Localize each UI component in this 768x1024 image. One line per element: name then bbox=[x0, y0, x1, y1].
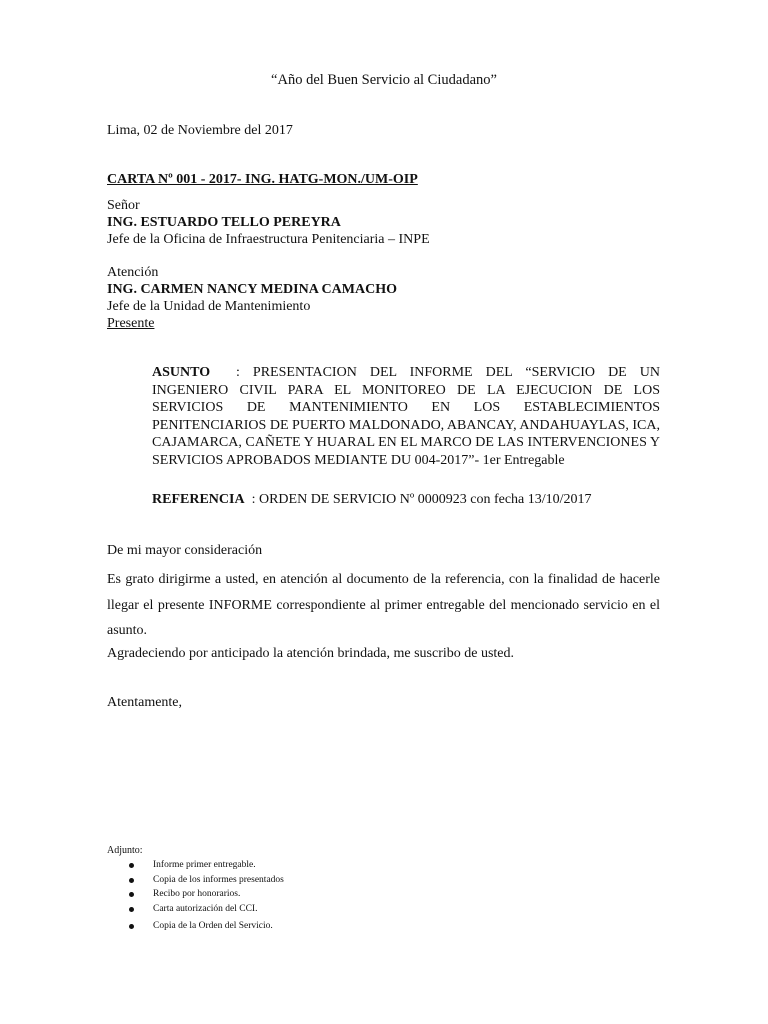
asunto-text: : PRESENTACION DEL INFORME DEL “SERVICIO DE UN INGENIERO CIVIL PARA EL MONITOREO DE LA EJECUCION DE LOS SERVICIOS DE MANTENIMIENTO EN LOS ESTABLECIMIENTOS PENITENCIARIOS DE PUERTO MALDONADO, ABANCAY, ANDAHUAYLAS, ICA, CAJAMARCA, CAÑETE Y HUARAL EN EL MARCO DE LAS INTERVENCIONES Y SERVICIOS APROBADOS MEDIANTE DU 004-2017”- 1er Entregable bbox=[152, 365, 660, 468]
letter-reference-number: CARTA Nº 001 - 2017- ING. HATG-MON./UM-OIP bbox=[107, 172, 418, 187]
adjunto-label: Adjunto: bbox=[107, 845, 143, 856]
list-item: Copia de los informes presentados bbox=[126, 873, 284, 888]
thanks-line: Agradeciendo por anticipado la atención brindada, me suscribo de usted. bbox=[107, 646, 515, 661]
list-item: Copia de la Orden del Servicio. bbox=[126, 919, 284, 934]
attention-name: ING. CARMEN NANCY MEDINA CAMACHO bbox=[107, 282, 397, 297]
greeting: De mi mayor consideración bbox=[107, 543, 263, 558]
referencia-text: : ORDEN DE SERVICIO Nº 0000923 con fecha 13/10/2017 bbox=[251, 492, 592, 507]
list-item: Recibo por honorarios. bbox=[126, 887, 284, 902]
bullet-icon bbox=[129, 892, 134, 897]
recipient-salutation: Señor bbox=[107, 198, 140, 213]
bullet-icon bbox=[129, 863, 134, 868]
presente-label: Presente bbox=[107, 316, 155, 331]
adjunto-list bbox=[126, 858, 284, 934]
referencia-label: REFERENCIA bbox=[152, 492, 245, 507]
closing: Atentamente, bbox=[107, 695, 183, 710]
asunto-label: ASUNTO bbox=[152, 365, 211, 380]
asunto-section bbox=[152, 364, 660, 469]
bullet-icon bbox=[129, 924, 134, 929]
body-paragraph: Es grato dirigirme a usted, en atención al documento de la referencia, con la finalidad de hacerle llegar el presente INFORME correspondiente al primer entregable del mencionado servicio en el asunto. bbox=[107, 572, 660, 638]
motto-header: “Año del Buen Servicio al Ciudadano” bbox=[271, 72, 497, 88]
bullet-icon bbox=[129, 907, 134, 912]
attention-position: Jefe de la Unidad de Mantenimiento bbox=[107, 299, 311, 314]
recipient-name: ING. ESTUARDO TELLO PEREYRA bbox=[107, 215, 341, 230]
recipient-position: Jefe de la Oficina de Infraestructura Penitenciaria – INPE bbox=[107, 232, 430, 247]
attention-label: Atención bbox=[107, 265, 159, 280]
referencia-section bbox=[152, 492, 592, 508]
list-item: Informe primer entregable. bbox=[126, 858, 284, 873]
place-date: Lima, 02 de Noviembre del 2017 bbox=[107, 123, 293, 138]
bullet-icon bbox=[129, 878, 134, 883]
list-item: Carta autorización del CCI. bbox=[126, 902, 284, 917]
